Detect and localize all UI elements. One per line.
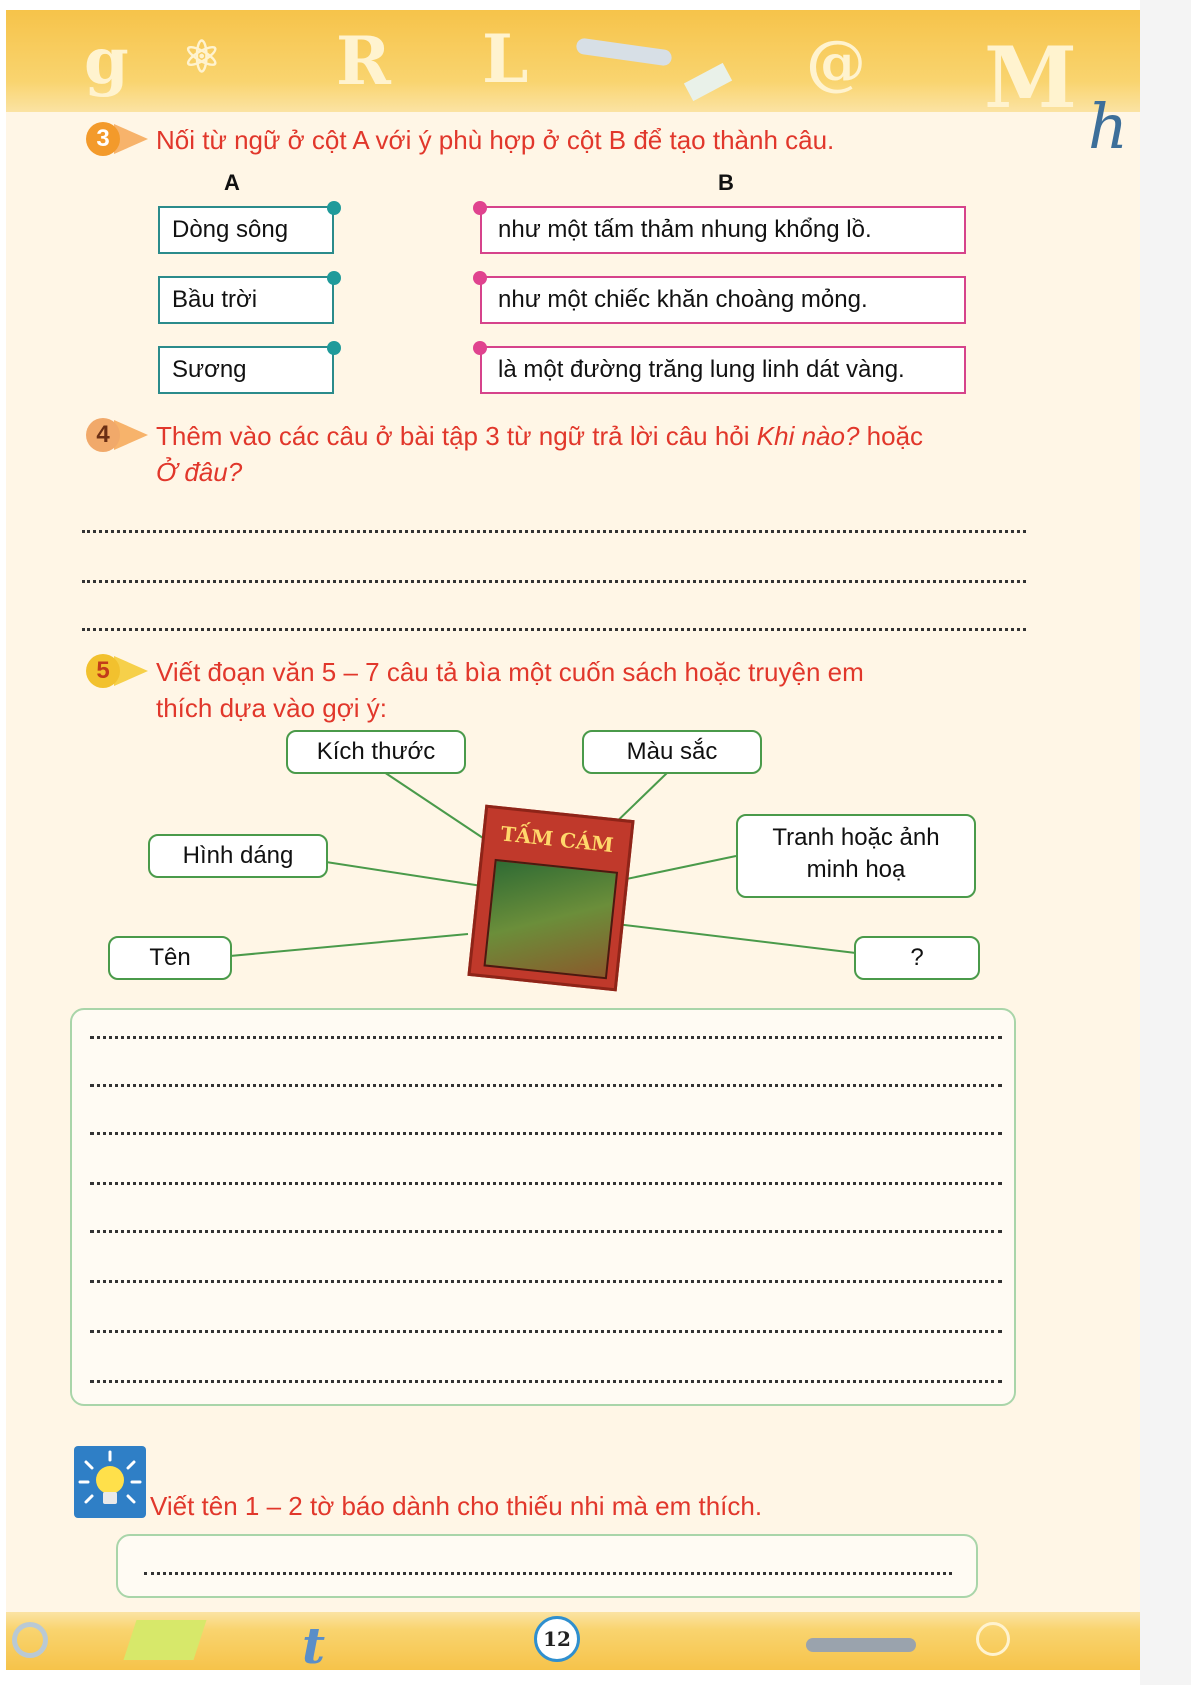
- column-a-item[interactable]: Bầu trời: [158, 276, 334, 324]
- pencil-icon: [806, 1638, 916, 1652]
- column-a-item[interactable]: Sương: [158, 346, 334, 394]
- exercise-5-instruction-line1: Viết đoạn văn 5 – 7 câu tả bìa một cuốn sách hoặc truyện em: [156, 657, 864, 687]
- hint-size: Kích thước: [286, 730, 466, 774]
- hint-other: ?: [854, 936, 980, 980]
- exercise-3-number: 3: [86, 122, 120, 156]
- letter-decoration-icon: L: [482, 20, 529, 98]
- writing-line[interactable]: [90, 1182, 1002, 1185]
- extra-instruction: Viết tên 1 – 2 tờ báo dành cho thiếu nhi mà em thích.: [150, 1491, 763, 1521]
- writing-box: [70, 1008, 1016, 1406]
- column-a-item[interactable]: Dòng sông: [158, 206, 334, 254]
- letter-h-decoration-icon: h: [1088, 90, 1128, 163]
- column-b-header: B: [718, 170, 734, 195]
- writing-line[interactable]: [90, 1280, 1002, 1283]
- column-b-item[interactable]: là một đường trăng lung linh dát vàng.: [480, 346, 966, 394]
- column-b-item[interactable]: như một chiếc khăn choàng mỏng.: [480, 276, 966, 324]
- hint-shape: Hình dáng: [148, 834, 328, 878]
- writing-line[interactable]: [90, 1036, 1002, 1039]
- letter-decoration-icon: t: [302, 1616, 326, 1670]
- writing-line[interactable]: [144, 1572, 952, 1575]
- hint-illustration: [736, 814, 976, 898]
- page-number: 12: [534, 1616, 580, 1662]
- question-o-dau: Ở đâu?: [156, 457, 243, 487]
- lightbulb-icon: [74, 1446, 146, 1518]
- page-edge: [1140, 0, 1191, 1685]
- workbook-page: [6, 10, 1140, 1670]
- writing-line[interactable]: [90, 1132, 1002, 1135]
- exercise-3-instruction: Nối từ ngữ ở cột A với ý phù hợp ở cột B để tạo thành câu.: [156, 125, 835, 155]
- book-illustration: [483, 859, 618, 979]
- exercise-5-number: 5: [86, 654, 120, 688]
- writing-line[interactable]: [90, 1330, 1002, 1333]
- writing-line[interactable]: [90, 1380, 1002, 1383]
- hint-illustration-line2: minh hoạ: [806, 856, 906, 883]
- letter-decoration-icon: R: [336, 22, 391, 100]
- letter-decoration-icon: M: [984, 28, 1077, 127]
- magnifier-icon: [12, 1622, 48, 1658]
- writing-line[interactable]: [90, 1230, 1002, 1233]
- letter-decoration-icon: @: [806, 28, 866, 98]
- eraser-icon: [124, 1620, 207, 1660]
- newspaper-writing-box: [116, 1534, 978, 1598]
- instruction-connector: hoặc: [859, 421, 924, 451]
- hint-color: Màu sắc: [582, 730, 762, 774]
- writing-line[interactable]: [90, 1084, 1002, 1087]
- book-title: TẤM CÁM: [499, 821, 615, 858]
- atom-icon: ⚛: [182, 32, 222, 83]
- hint-illustration-line1: Tranh hoặc ảnh: [772, 824, 940, 851]
- instruction-text: Thêm vào các câu ở bài tập 3 từ ngữ trả lời câu hỏi: [156, 421, 757, 451]
- column-a-header: A: [224, 170, 240, 195]
- exercise-4-number: 4: [86, 418, 120, 452]
- column-b-item[interactable]: như một tấm thảm nhung khổng lồ.: [480, 206, 966, 254]
- exercise-5-instruction-line2: thích dựa vào gợi ý:: [156, 693, 388, 723]
- circle-decoration-icon: [976, 1622, 1010, 1656]
- book-cover-image: [467, 805, 634, 992]
- question-khi-nao: Khi nào?: [756, 421, 860, 451]
- hint-name: Tên: [108, 936, 232, 980]
- letter-decoration-icon: g: [84, 24, 129, 99]
